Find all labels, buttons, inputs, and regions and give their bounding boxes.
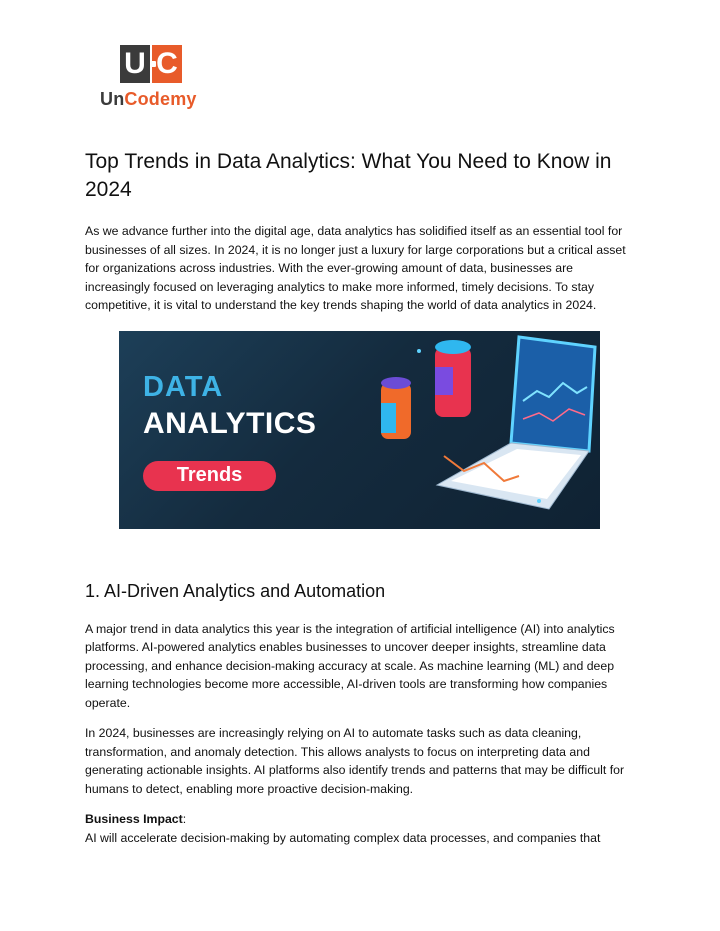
section-heading-ai: 1. AI-Driven Analytics and Automation	[85, 580, 386, 601]
logo-letter-u: U	[120, 45, 150, 83]
article-title: Top Trends in Data Analytics: What You Need to Know in 2024	[85, 150, 612, 201]
hero-title-data: DATA	[143, 370, 224, 403]
uncodemy-logo	[100, 45, 210, 115]
business-impact: Business Impact: AI will accelerate decision-making by automating complex data processes, and companies that	[85, 812, 601, 845]
intro-paragraph: As we advance further into the digital age, data analytics has solidified itself as an essential tool for businesses of all sizes. In 2024, it is no longer just a luxury for large corporations but a critical asset for organizations across industries. With the ever-growing amount of data, businesses are increasingly focused on leveraging analytics to make more informed, timely decisions. To stay competitive, it is vital to understand the key trends shaping the world of data analytics in 2024.	[85, 224, 626, 312]
logo-mark	[120, 45, 184, 87]
logo-dot	[150, 61, 156, 67]
logo-wordmark: UnCodemy	[100, 89, 197, 109]
section-paragraph-1: A major trend in data analytics this year is the integration of artificial intelligence (AI) into analytics platforms. AI-powered analytics enables businesses to uncover deeper insights, streamline data processing, and enhance decision-making accuracy at scale. As machine learning (ML) and deep learning technologies become more accessible, AI-driven tools are transforming how companies operate.	[85, 621, 615, 710]
article	[85, 148, 640, 847]
hero-title-analytics: ANALYTICS	[143, 406, 317, 440]
logo-letter-c: C	[152, 45, 182, 83]
section-paragraph-2: In 2024, businesses are increasingly relying on AI to automate tasks such as data cleaning, transformation, and anomaly detection. This allows analysts to focus on interpreting data and generating actionable insights. AI platforms also identify trends and patterns that may be difficult for humans to detect, enabling more proactive decision-making.	[85, 726, 625, 796]
hero-trends-pill: Trends	[143, 461, 276, 491]
business-impact-label: Business Impact	[85, 812, 183, 826]
business-impact-text: AI will accelerate decision-making by automating complex data processes, and companies that	[85, 830, 601, 845]
hero-image	[119, 331, 600, 529]
